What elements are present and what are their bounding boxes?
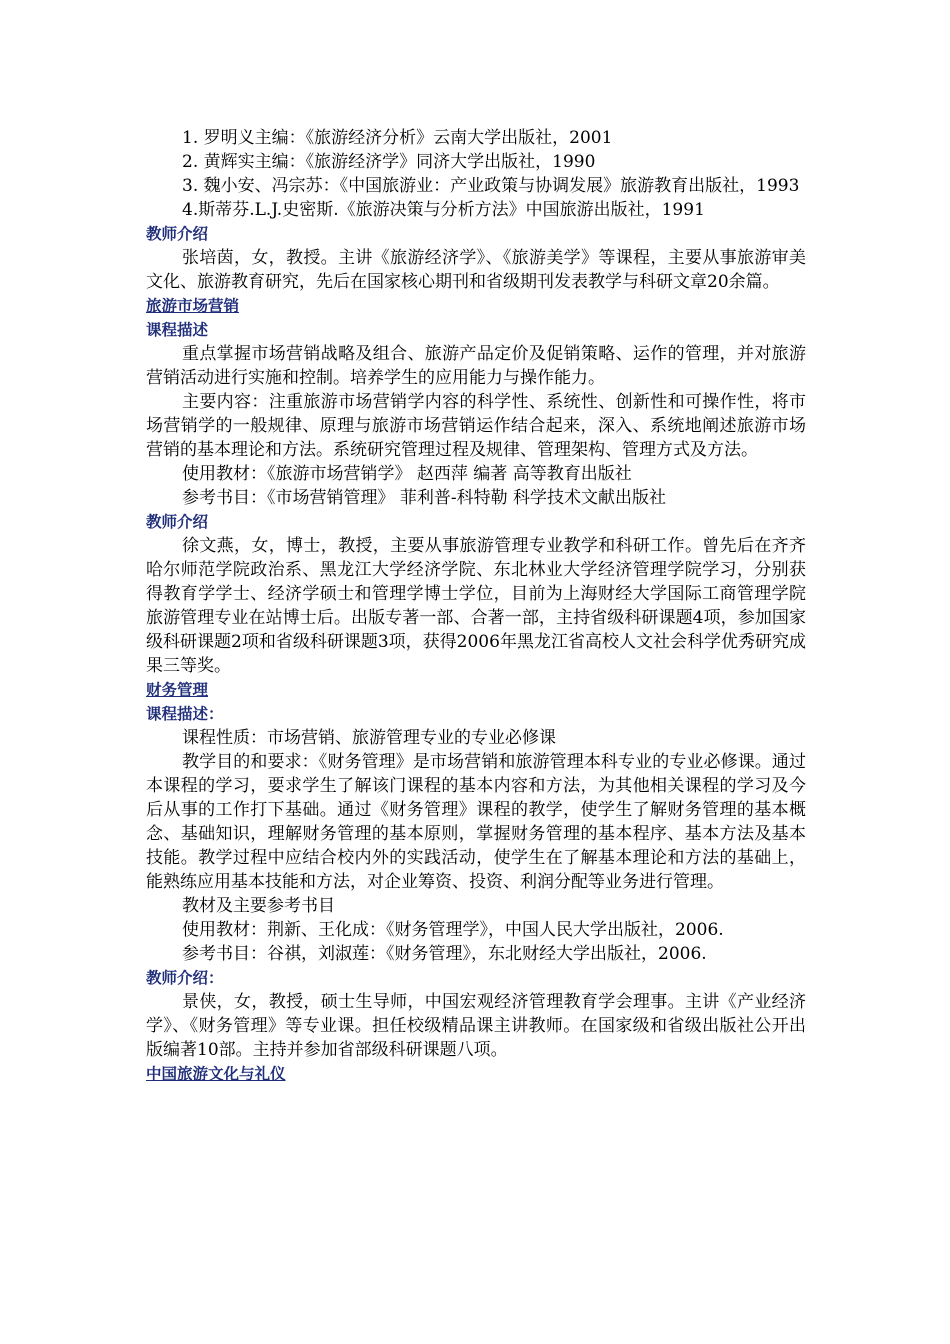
reference-item: 2. 黄辉实主编：《旅游经济学》同济大学出版社，1990 [182,152,596,172]
course-title-financial-management[interactable]: 财务管理 [146,681,209,699]
teacher-intro-heading: 教师介绍 [146,225,209,243]
textbook-text: 使用教材：《旅游市场营销学》 赵西萍 编著 高等教育出版社 [182,464,632,484]
reference-books-text: 参考书目：谷祺，刘淑莲：《财务管理》，东北财经大学出版社，2006. [182,944,707,964]
course-description-text: 重点掌握市场营销战略及组合、旅游产品定价及促销策略、运作的管理，并对旅游营销活动进行实施和控制。培养学生的应用能力与操作能力。 [146,344,806,388]
reference-item: 3. 魏小安、冯宗苏：《中国旅游业：产业政策与协调发展》旅游教育出版社，1993 [182,176,800,196]
document-page [146,126,806,1086]
teacher-intro-text: 景侠，女，教授，硕士生导师，中国宏观经济管理教育学会理事。主讲《产业经济学》、《财务管理》等专业课。担任校级精品课主讲教师。在国家级和省级出版社公开出版编著10部。主持并参加省部级科研课题八项。 [146,992,806,1060]
course-description-heading: 课程描述： [146,705,224,723]
course-title-tourism-marketing[interactable]: 旅游市场营销 [146,297,240,315]
course-title-tourism-culture-etiquette[interactable]: 中国旅游文化与礼仪 [146,1065,286,1083]
books-heading-text: 教材及主要参考书目 [182,896,335,916]
teacher-intro-text: 张培茵，女，教授。主讲《旅游经济学》、《旅游美学》等课程，主要从事旅游审美文化、旅游教育研究，先后在国家核心期刊和省级期刊发表教学与科研文章20余篇。 [146,248,806,292]
reference-books-text: 参考书目：《市场营销管理》 菲利普-科特勒 科学技术文献出版社 [182,488,667,508]
teacher-intro-heading: 教师介绍 [146,513,209,531]
course-goal-text: 教学目的和要求：《财务管理》是市场营销和旅游管理本科专业的专业必修课。通过本课程的学习，要求学生了解该门课程的基本内容和方法，为其他相关课程的学习及今后从事的工作打下基础。通过《财务管理》课程的教学，使学生了解财务管理的基本概念、基础知识，理解财务管理的基本原则，掌握财务管理的基本程序、基本方法及基本技能。教学过程中应结合校内外的实践活动，使学生在了解基本理论和方法的基础上，能熟练应用基本技能和方法，对企业筹资、投资、利润分配等业务进行管理。 [146,752,806,892]
teacher-intro-text: 徐文燕，女，博士，教授，主要从事旅游管理专业教学和科研工作。曾先后在齐齐哈尔师范学院政治系、黑龙江大学经济学院、东北林业大学经济管理学院学习，分别获得教育学学士、经济学硕士和管理学博士学位，目前为上海财经大学国际工商管理学院旅游管理专业在站博士后。出版专著一部、合著一部，主持省级科研课题4项，参加国家级科研课题2项和省级科研课题3项，获得2006年黑龙江省高校人文社会科学优秀研究成果三等奖。 [146,536,806,676]
course-nature-text: 课程性质：市场营销、旅游管理专业的专业必修课 [182,728,556,748]
textbook-text: 使用教材：荆新、王化成：《财务管理学》，中国人民大学出版社，2006. [182,920,724,940]
course-description-heading: 课程描述 [146,321,209,339]
course-content-text: 主要内容：注重旅游市场营销学内容的科学性、系统性、创新性和可操作性，将市场营销学的一般规律、原理与旅游市场营销运作结合起来，深入、系统地阐述旅游市场营销的基本理论和方法。系统研究管理过程及规律、管理架构、管理方式及方法。 [146,392,806,460]
teacher-intro-heading: 教师介绍： [146,969,224,987]
reference-item: 4.斯蒂芬.L.J.史密斯.《旅游决策与分析方法》中国旅游出版社，1991 [182,200,705,220]
reference-item: 1. 罗明义主编：《旅游经济分析》云南大学出版社，2001 [182,128,613,148]
